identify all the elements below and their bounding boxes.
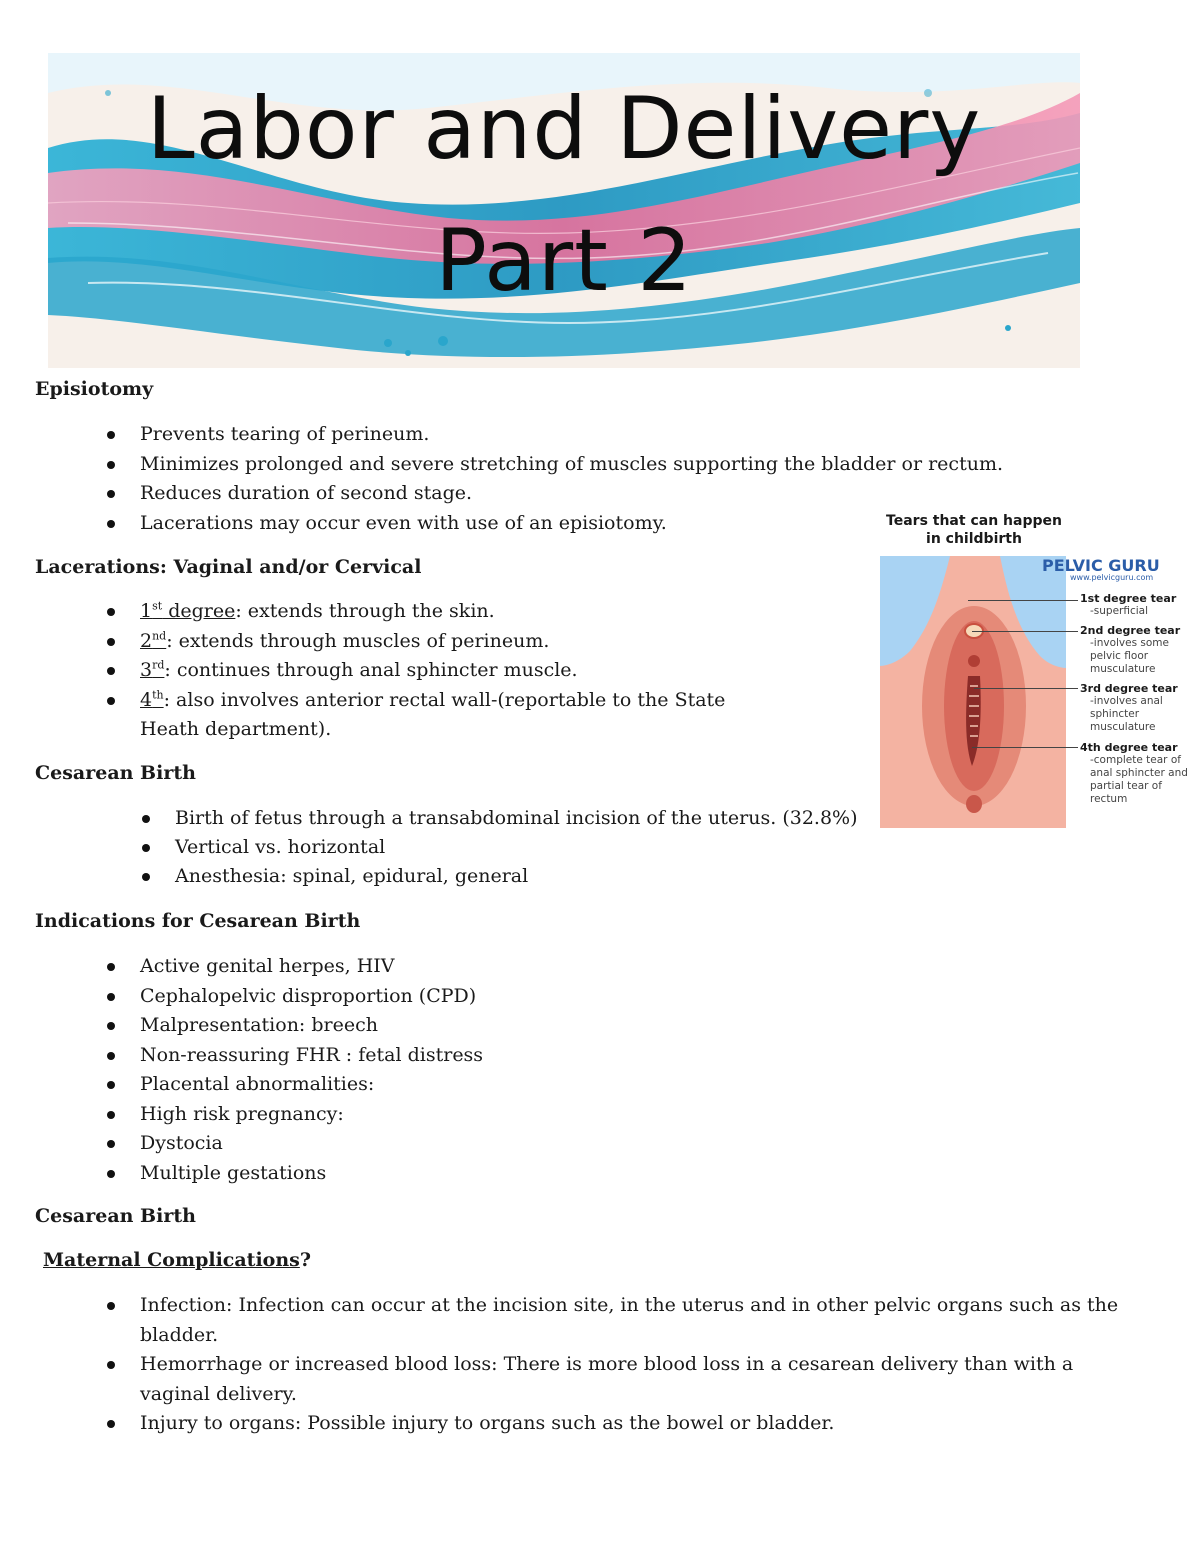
tear-label-4th: 4th degree tear -complete tear of anal sphincter and partial tear of rectum — [1080, 741, 1188, 805]
list-item: High risk pregnancy: — [105, 1100, 805, 1130]
leader-line — [972, 631, 1078, 632]
leader-line — [972, 747, 1078, 748]
list-item: Placental abnormalities: — [105, 1070, 805, 1100]
list-item: 1st degree: extends through the skin. — [105, 597, 785, 627]
tear-label-3rd: 3rd degree tear -involves anal sphincter musculature — [1080, 682, 1178, 733]
perineal-tears-figure — [876, 510, 1200, 830]
indications-list — [105, 952, 805, 1188]
list-item: Birth of fetus through a transabdominal incision of the uterus. (32.8%) — [140, 804, 880, 833]
brand-url: www.pelvicguru.com — [1070, 573, 1154, 582]
episiotomy-list — [105, 420, 1005, 538]
list-item: Injury to organs: Possible injury to organs such as the bowel or bladder. — [105, 1409, 1140, 1439]
tear-label-2nd: 2nd degree tear -involves some pelvic floor musculature — [1080, 624, 1181, 675]
degree-label: 2nd — [140, 629, 167, 652]
list-item: Active genital herpes, HIV — [105, 952, 805, 982]
degree-label: 1st degree — [140, 599, 236, 622]
degree-label: 4th — [140, 688, 164, 711]
lacerations-list — [105, 597, 785, 745]
list-item: Infection: Infection can occur at the incision site, in the uterus and in other pelvic organs such as the bladder. — [105, 1291, 1140, 1350]
cesarean-complications-heading: Cesarean Birth — [35, 1205, 196, 1227]
list-item: 2nd: extends through muscles of perineum. — [105, 627, 785, 657]
list-item: Lacerations may occur even with use of an episiotomy. — [105, 509, 1005, 539]
episiotomy-heading: Episiotomy — [35, 378, 154, 400]
leader-line — [968, 600, 1078, 601]
list-item: Reduces duration of second stage. — [105, 479, 1005, 509]
page-title-line1: Labor and Delivery — [146, 79, 982, 179]
page-title — [48, 63, 1080, 327]
tear-label-1st: 1st degree tear -superficial — [1080, 592, 1177, 617]
cesarean-list — [140, 804, 880, 891]
leader-line — [974, 688, 1078, 689]
maternal-complications-subheading: Maternal Complications? — [43, 1249, 311, 1271]
page-title-line2: Part 2 — [435, 211, 693, 311]
list-item: Prevents tearing of perineum. — [105, 420, 1005, 450]
list-item: Dystocia — [105, 1129, 805, 1159]
list-item: Minimizes prolonged and severe stretching of muscles supporting the bladder or rectum. — [105, 450, 1005, 480]
list-item: Hemorrhage or increased blood loss: There is more blood loss in a cesarean delivery than with a vaginal delivery. — [105, 1350, 1140, 1409]
list-item: Multiple gestations — [105, 1159, 805, 1189]
indications-heading: Indications for Cesarean Birth — [35, 910, 361, 932]
list-item: Anesthesia: spinal, epidural, general — [140, 862, 880, 891]
list-item: Malpresentation: breech — [105, 1011, 805, 1041]
list-item: Non-reassuring FHR : fetal distress — [105, 1041, 805, 1071]
list-item: Vertical vs. horizontal — [140, 833, 880, 862]
list-item: 4th: also involves anterior rectal wall-(reportable to the State Heath department). — [105, 686, 785, 745]
list-item: Cephalopelvic disproportion (CPD) — [105, 982, 805, 1012]
figure-caption: Tears that can happen in childbirth — [886, 513, 1062, 547]
pelvic-guru-logo: PELVIC GURU — [1042, 556, 1160, 575]
degree-label: 3rd — [140, 658, 165, 681]
lacerations-heading: Lacerations: Vaginal and/or Cervical — [35, 556, 422, 578]
list-item: 3rd: continues through anal sphincter muscle. — [105, 656, 785, 686]
complications-list — [105, 1291, 1140, 1439]
perineum-anatomy-illustration — [880, 556, 1066, 828]
header-banner — [48, 53, 1080, 368]
cesarean-heading: Cesarean Birth — [35, 762, 196, 784]
